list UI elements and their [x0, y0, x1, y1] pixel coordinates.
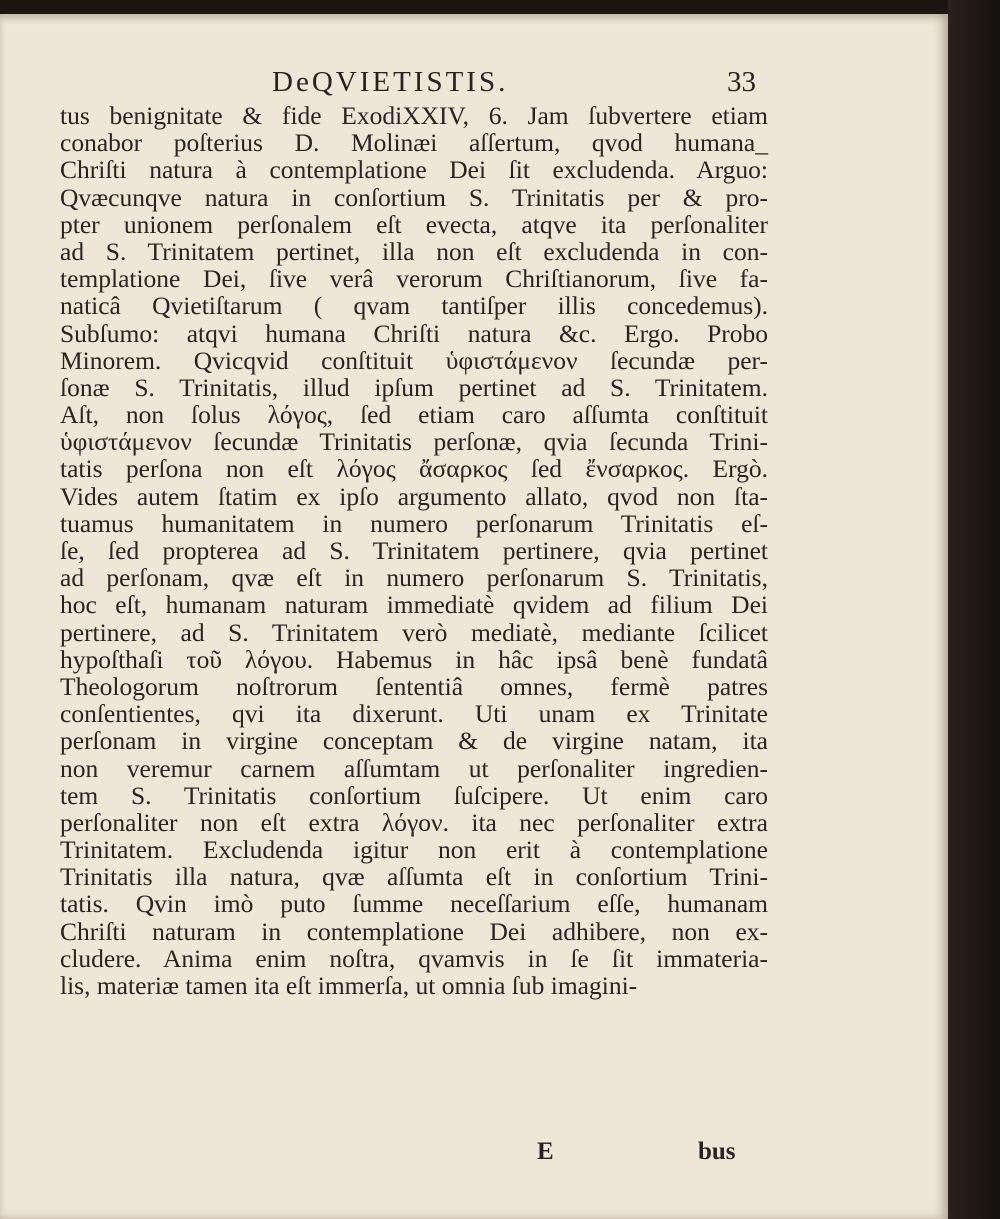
text-line: tatis perſona non eſt λόγος ἄσαρκος ſed ἔνσαρκος. Ergò.	[60, 454, 768, 484]
catchword: bus	[698, 1138, 736, 1165]
text-line: Chriſti naturam in contemplatione Dei adhibere, non ex-	[60, 916, 768, 946]
text-line: tus benignitate & fide ExodiXXIV, 6. Jam ſubvertere etiam	[60, 101, 768, 130]
text-line: templatione Dei, ſive verâ verorum Chriſtianorum, ſive fa-	[60, 264, 768, 294]
text-line: perſonam in virgine conceptam & de virgine natam, ita	[60, 726, 768, 756]
text-line: tatis. Qvin imò puto ſumme neceſſarium eſſe, humanam	[60, 889, 768, 919]
text-line: Chriſti natura à contemplatione Dei ſit excludenda. Arguo:	[60, 155, 768, 185]
text-line: perſonaliter non eſt extra λόγον. ita nec perſonaliter extra	[60, 807, 768, 837]
text-line: Aſt, non ſolus λόγος, ſed etiam caro aſſumta conſtituit	[60, 400, 768, 430]
text-line: ſe, ſed propterea ad S. Trinitatem pertinere, qvia pertinet	[60, 536, 768, 565]
text-line: Theologorum noſtrorum ſententiâ omnes, fermè patres	[60, 671, 768, 701]
text-line: ad S. Trinitatem pertinet, illa non eſt excludenda in con-	[60, 236, 768, 266]
text-line: Minorem. Qvicqvid conſtituit ὑφιστάμενον ſecundæ per-	[60, 345, 768, 375]
text-line: naticâ Qvietiſtarum ( qvam tantiſper illis concedemus).	[60, 291, 768, 321]
text-line: Trinitatem. Excludenda igitur non erit à contemplatione	[60, 835, 768, 865]
text-line: Subſumo: atqvi humana Chriſti natura &c. Ergo. Probo	[60, 318, 768, 348]
text-line: conabor poſterius D. Molinæi aſſertum, qvod humana_	[60, 128, 768, 158]
text-line: non veremur carnem aſſumtam ut perſonaliter ingredien-	[60, 753, 768, 783]
page-number: 33	[727, 66, 756, 98]
text-line: hoc eſt, humanam naturam immediatè qvidem ad filium Dei	[60, 590, 768, 620]
signature-mark: E	[537, 1138, 554, 1165]
body-text	[60, 102, 768, 999]
page-header	[0, 66, 948, 106]
book-page	[0, 14, 948, 1219]
text-line: tuamus humanitatem in numero perſonarum Trinitatis eſ-	[60, 508, 768, 538]
text-line: pertinere, ad S. Trinitatem verò mediatè, mediante ſcilicet	[60, 617, 768, 647]
text-line: Trinitatis illa natura, qvæ aſſumta eſt in conſortium Trini-	[60, 862, 768, 892]
text-line: ſonæ S. Trinitatis, illud ipſum pertinet ad S. Trinitatem.	[60, 372, 768, 402]
page-footer	[0, 1138, 948, 1172]
text-line: ad perſonam, qvæ eſt in numero perſonarum S. Trinitatis,	[60, 563, 768, 593]
page-edge-shadow	[948, 0, 1000, 1219]
running-title: DeQVIETISTIS.	[272, 66, 509, 98]
text-line: tem S. Trinitatis conſortium ſuſcipere. Ut enim caro	[60, 780, 768, 810]
text-line: pter unionem perſonalem eſt evecta, atqve ita perſonaliter	[60, 209, 768, 239]
text-line: ὑφιστάμενον ſecundæ Trinitatis perſonæ, qvia ſecunda Trini-	[60, 427, 768, 457]
text-line: hypoſthaſi τοῦ λόγου. Habemus in hâc ipsâ benè fundatâ	[60, 644, 768, 674]
text-line: cludere. Anima enim noſtra, qvamvis in ſe ſit immateria-	[60, 943, 768, 973]
text-line: conſentientes, qvi ita dixerunt. Uti unam ex Trinitate	[60, 699, 768, 729]
text-line: Vides autem ſtatim ex ipſo argumento allato, qvod non ſta-	[60, 481, 768, 511]
text-line: Qvæcunqve natura in conſortium S. Trinitatis per & pro-	[60, 182, 768, 212]
text-line: lis, materiæ tamen ita eſt immerſa, ut omnia ſub imagini-	[60, 971, 638, 1000]
